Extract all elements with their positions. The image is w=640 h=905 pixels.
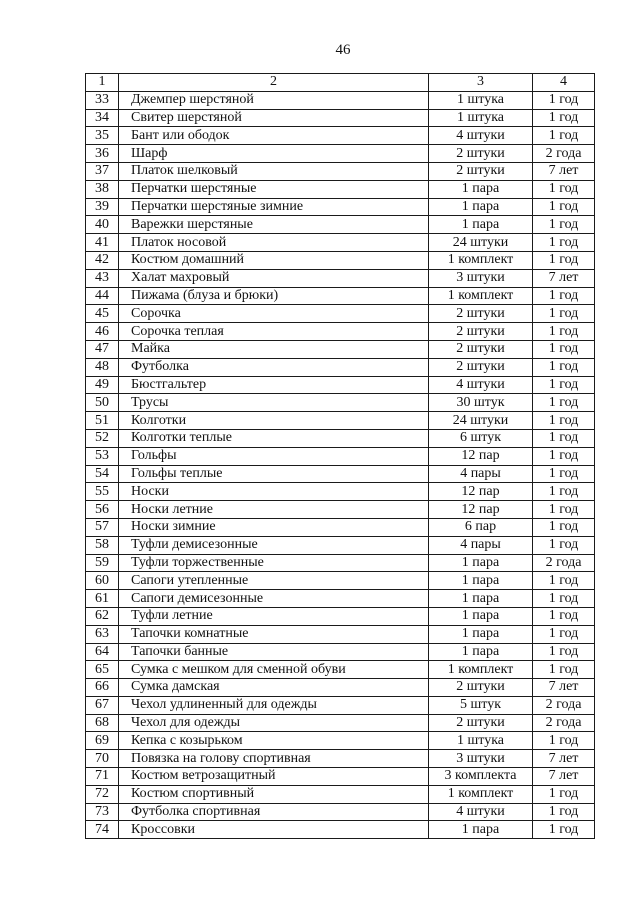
table-row	[86, 590, 595, 608]
wear-term-cell: 1 год	[533, 340, 595, 358]
wear-term-cell: 1 год	[533, 590, 595, 608]
table-row	[86, 287, 595, 305]
wear-term-cell: 1 год	[533, 198, 595, 216]
row-number-cell: 35	[86, 127, 119, 145]
table-row	[86, 625, 595, 643]
table-row	[86, 714, 595, 732]
row-number-cell: 67	[86, 696, 119, 714]
row-number-cell: 60	[86, 572, 119, 590]
table-row	[86, 536, 595, 554]
item-name-cell: Кроссовки	[119, 821, 429, 839]
wear-term-cell: 1 год	[533, 483, 595, 501]
table-row	[86, 323, 595, 341]
row-number-cell: 41	[86, 234, 119, 252]
row-number-cell: 68	[86, 714, 119, 732]
table-row	[86, 376, 595, 394]
table-row	[86, 732, 595, 750]
item-name-cell: Свитер шерстяной	[119, 109, 429, 127]
item-name-cell: Тапочки комнатные	[119, 625, 429, 643]
table-row	[86, 91, 595, 109]
row-number-cell: 46	[86, 323, 119, 341]
row-number-cell: 55	[86, 483, 119, 501]
wear-term-cell: 1 год	[533, 305, 595, 323]
table-row	[86, 679, 595, 697]
wear-term-cell: 7 лет	[533, 679, 595, 697]
row-number-cell: 40	[86, 216, 119, 234]
item-name-cell: Бюстгальтер	[119, 376, 429, 394]
table-row	[86, 554, 595, 572]
quantity-cell: 1 пара	[429, 590, 533, 608]
item-name-cell: Костюм домашний	[119, 251, 429, 269]
item-name-cell: Костюм ветрозащитный	[119, 768, 429, 786]
quantity-cell: 24 штуки	[429, 412, 533, 430]
quantity-cell: 4 пары	[429, 465, 533, 483]
wear-term-cell: 1 год	[533, 661, 595, 679]
quantity-cell: 1 пара	[429, 821, 533, 839]
item-name-cell: Повязка на голову спортивная	[119, 750, 429, 768]
quantity-cell: 1 штука	[429, 91, 533, 109]
table-row	[86, 234, 595, 252]
wear-term-cell: 1 год	[533, 518, 595, 536]
wear-term-cell: 1 год	[533, 287, 595, 305]
row-number-cell: 43	[86, 269, 119, 287]
row-number-cell: 59	[86, 554, 119, 572]
row-number-cell: 62	[86, 607, 119, 625]
item-name-cell: Носки	[119, 483, 429, 501]
table-row	[86, 465, 595, 483]
table-row	[86, 643, 595, 661]
wear-term-cell: 7 лет	[533, 750, 595, 768]
item-name-cell: Костюм спортивный	[119, 785, 429, 803]
quantity-cell: 24 штуки	[429, 234, 533, 252]
quantity-cell: 2 штуки	[429, 162, 533, 180]
quantity-cell: 1 пара	[429, 572, 533, 590]
wear-term-cell: 1 год	[533, 572, 595, 590]
wear-term-cell: 7 лет	[533, 269, 595, 287]
item-name-cell: Чехол удлиненный для одежды	[119, 696, 429, 714]
row-number-cell: 73	[86, 803, 119, 821]
table-row	[86, 251, 595, 269]
quantity-cell: 2 штуки	[429, 358, 533, 376]
item-name-cell: Чехол для одежды	[119, 714, 429, 732]
item-name-cell: Платок шелковый	[119, 162, 429, 180]
row-number-cell: 69	[86, 732, 119, 750]
table-row	[86, 501, 595, 519]
wear-term-cell: 1 год	[533, 607, 595, 625]
wear-term-cell: 2 года	[533, 145, 595, 163]
row-number-cell: 50	[86, 394, 119, 412]
item-name-cell: Сорочка	[119, 305, 429, 323]
table-row	[86, 127, 595, 145]
wear-term-cell: 1 год	[533, 216, 595, 234]
wear-term-cell: 1 год	[533, 180, 595, 198]
item-name-cell: Туфли торжественные	[119, 554, 429, 572]
row-number-cell: 48	[86, 358, 119, 376]
table-row	[86, 180, 595, 198]
quantity-cell: 12 пар	[429, 447, 533, 465]
wear-term-cell: 2 года	[533, 714, 595, 732]
table-row	[86, 518, 595, 536]
row-number-cell: 64	[86, 643, 119, 661]
item-name-cell: Носки летние	[119, 501, 429, 519]
table-row	[86, 803, 595, 821]
table-row	[86, 483, 595, 501]
row-number-cell: 51	[86, 412, 119, 430]
row-number-cell: 37	[86, 162, 119, 180]
wear-term-cell: 1 год	[533, 625, 595, 643]
wear-term-cell: 1 год	[533, 251, 595, 269]
item-name-cell: Халат махровый	[119, 269, 429, 287]
wear-term-cell: 2 года	[533, 696, 595, 714]
table-row	[86, 269, 595, 287]
wear-term-cell: 1 год	[533, 376, 595, 394]
row-number-cell: 57	[86, 518, 119, 536]
quantity-cell: 12 пар	[429, 483, 533, 501]
quantity-cell: 1 штука	[429, 732, 533, 750]
table-row	[86, 429, 595, 447]
row-number-cell: 65	[86, 661, 119, 679]
quantity-cell: 5 штук	[429, 696, 533, 714]
table-row	[86, 607, 595, 625]
wear-term-cell: 2 года	[533, 554, 595, 572]
item-name-cell: Сумка с мешком для сменной обуви	[119, 661, 429, 679]
item-name-cell: Трусы	[119, 394, 429, 412]
table-row	[86, 412, 595, 430]
item-name-cell: Сорочка теплая	[119, 323, 429, 341]
item-name-cell: Тапочки банные	[119, 643, 429, 661]
table-header-row	[86, 74, 595, 92]
quantity-cell: 30 штук	[429, 394, 533, 412]
row-number-cell: 45	[86, 305, 119, 323]
quantity-cell: 6 штук	[429, 429, 533, 447]
quantity-cell: 3 штуки	[429, 269, 533, 287]
table-row	[86, 394, 595, 412]
header-cell-name: 2	[119, 74, 429, 92]
row-number-cell: 74	[86, 821, 119, 839]
quantity-cell: 4 штуки	[429, 127, 533, 145]
quantity-cell: 2 штуки	[429, 323, 533, 341]
header-cell-number: 1	[86, 74, 119, 92]
wear-term-cell: 1 год	[533, 643, 595, 661]
item-name-cell: Перчатки шерстяные	[119, 180, 429, 198]
table-row	[86, 768, 595, 786]
quantity-cell: 1 пара	[429, 643, 533, 661]
row-number-cell: 38	[86, 180, 119, 198]
row-number-cell: 49	[86, 376, 119, 394]
row-number-cell: 61	[86, 590, 119, 608]
items-table	[85, 73, 595, 839]
quantity-cell: 3 штуки	[429, 750, 533, 768]
quantity-cell: 1 пара	[429, 216, 533, 234]
table-row	[86, 198, 595, 216]
item-name-cell: Сапоги демисезонные	[119, 590, 429, 608]
table-row	[86, 821, 595, 839]
item-name-cell: Туфли демисезонные	[119, 536, 429, 554]
item-name-cell: Бант или ободок	[119, 127, 429, 145]
table-row	[86, 340, 595, 358]
quantity-cell: 4 пары	[429, 536, 533, 554]
row-number-cell: 33	[86, 91, 119, 109]
table-row	[86, 572, 595, 590]
table-row	[86, 216, 595, 234]
wear-term-cell: 1 год	[533, 465, 595, 483]
item-name-cell: Гольфы теплые	[119, 465, 429, 483]
row-number-cell: 44	[86, 287, 119, 305]
wear-term-cell: 1 год	[533, 732, 595, 750]
header-cell-term: 4	[533, 74, 595, 92]
wear-term-cell: 1 год	[533, 501, 595, 519]
row-number-cell: 71	[86, 768, 119, 786]
table-row	[86, 447, 595, 465]
table-row	[86, 785, 595, 803]
quantity-cell: 1 комплект	[429, 251, 533, 269]
item-name-cell: Футболка спортивная	[119, 803, 429, 821]
wear-term-cell: 7 лет	[533, 162, 595, 180]
item-name-cell: Пижама (блуза и брюки)	[119, 287, 429, 305]
wear-term-cell: 1 год	[533, 323, 595, 341]
item-name-cell: Джемпер шерстяной	[119, 91, 429, 109]
quantity-cell: 12 пар	[429, 501, 533, 519]
table-row	[86, 750, 595, 768]
header-cell-quantity: 3	[429, 74, 533, 92]
item-name-cell: Шарф	[119, 145, 429, 163]
row-number-cell: 63	[86, 625, 119, 643]
quantity-cell: 1 пара	[429, 607, 533, 625]
quantity-cell: 2 штуки	[429, 305, 533, 323]
row-number-cell: 72	[86, 785, 119, 803]
item-name-cell: Платок носовой	[119, 234, 429, 252]
item-name-cell: Туфли летние	[119, 607, 429, 625]
quantity-cell: 4 штуки	[429, 376, 533, 394]
row-number-cell: 36	[86, 145, 119, 163]
row-number-cell: 47	[86, 340, 119, 358]
quantity-cell: 2 штуки	[429, 340, 533, 358]
quantity-cell: 1 пара	[429, 198, 533, 216]
item-name-cell: Кепка с козырьком	[119, 732, 429, 750]
row-number-cell: 56	[86, 501, 119, 519]
row-number-cell: 70	[86, 750, 119, 768]
table-row	[86, 162, 595, 180]
quantity-cell: 4 штуки	[429, 803, 533, 821]
page-number: 46	[335, 42, 351, 58]
wear-term-cell: 1 год	[533, 127, 595, 145]
quantity-cell: 3 комплекта	[429, 768, 533, 786]
item-name-cell: Колготки теплые	[119, 429, 429, 447]
quantity-cell: 1 комплект	[429, 661, 533, 679]
row-number-cell: 66	[86, 679, 119, 697]
table-row	[86, 145, 595, 163]
item-name-cell: Сапоги утепленные	[119, 572, 429, 590]
item-name-cell: Перчатки шерстяные зимние	[119, 198, 429, 216]
quantity-cell: 1 комплект	[429, 287, 533, 305]
wear-term-cell: 7 лет	[533, 768, 595, 786]
table-row	[86, 358, 595, 376]
wear-term-cell: 1 год	[533, 447, 595, 465]
item-name-cell: Колготки	[119, 412, 429, 430]
item-name-cell: Носки зимние	[119, 518, 429, 536]
wear-term-cell: 1 год	[533, 109, 595, 127]
wear-term-cell: 1 год	[533, 234, 595, 252]
quantity-cell: 1 штука	[429, 109, 533, 127]
quantity-cell: 6 пар	[429, 518, 533, 536]
item-name-cell: Сумка дамская	[119, 679, 429, 697]
wear-term-cell: 1 год	[533, 394, 595, 412]
quantity-cell: 1 пара	[429, 180, 533, 198]
row-number-cell: 42	[86, 251, 119, 269]
wear-term-cell: 1 год	[533, 91, 595, 109]
quantity-cell: 2 штуки	[429, 714, 533, 732]
table-body	[86, 74, 595, 839]
quantity-cell: 1 пара	[429, 625, 533, 643]
item-name-cell: Гольфы	[119, 447, 429, 465]
table-row	[86, 661, 595, 679]
row-number-cell: 53	[86, 447, 119, 465]
quantity-cell: 2 штуки	[429, 679, 533, 697]
table-row	[86, 696, 595, 714]
wear-term-cell: 1 год	[533, 821, 595, 839]
item-name-cell: Варежки шерстяные	[119, 216, 429, 234]
row-number-cell: 58	[86, 536, 119, 554]
quantity-cell: 1 комплект	[429, 785, 533, 803]
wear-term-cell: 1 год	[533, 358, 595, 376]
row-number-cell: 52	[86, 429, 119, 447]
row-number-cell: 39	[86, 198, 119, 216]
item-name-cell: Майка	[119, 340, 429, 358]
table-row	[86, 305, 595, 323]
table-row	[86, 109, 595, 127]
row-number-cell: 34	[86, 109, 119, 127]
wear-term-cell: 1 год	[533, 429, 595, 447]
item-name-cell: Футболка	[119, 358, 429, 376]
quantity-cell: 1 пара	[429, 554, 533, 572]
wear-term-cell: 1 год	[533, 412, 595, 430]
wear-term-cell: 1 год	[533, 803, 595, 821]
wear-term-cell: 1 год	[533, 536, 595, 554]
wear-term-cell: 1 год	[533, 785, 595, 803]
row-number-cell: 54	[86, 465, 119, 483]
quantity-cell: 2 штуки	[429, 145, 533, 163]
